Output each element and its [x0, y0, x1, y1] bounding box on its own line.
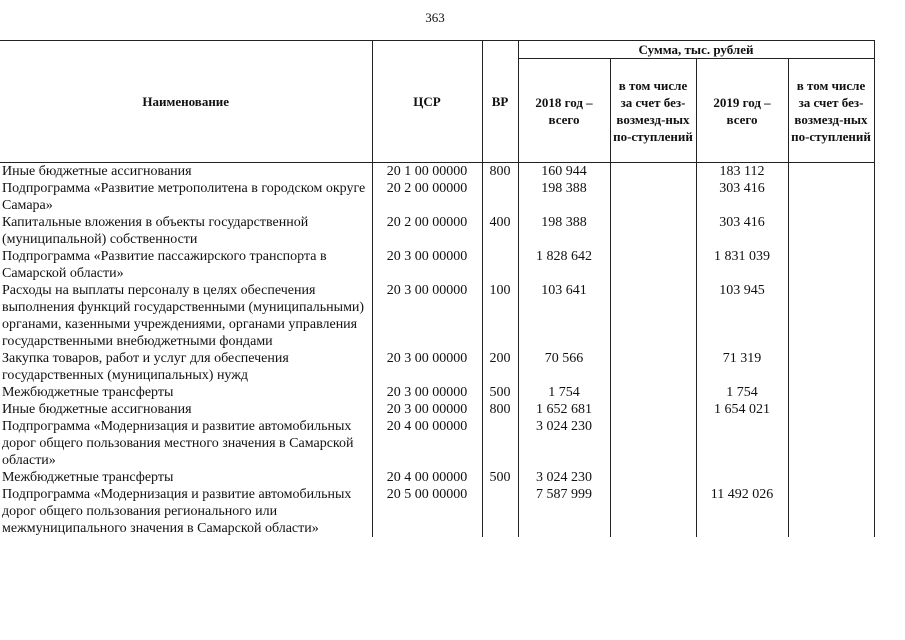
row-name-cell: Подпрограмма «Модернизация и развитие автомобильных дорог общего пользования регионального или межмуниципального значения в Самарской области» — [0, 486, 372, 537]
row-total-2019-cell — [696, 469, 788, 486]
row-vr-cell: 500 — [482, 384, 518, 401]
row-total-2019-cell: 11 492 026 — [696, 486, 788, 537]
table-row — [0, 469, 874, 486]
table-row — [0, 418, 874, 469]
row-free-2019-cell — [788, 384, 874, 401]
table-row — [0, 163, 874, 181]
header-name: Наименование — [0, 41, 372, 163]
row-free-2018-cell — [610, 214, 696, 248]
row-free-2019-cell — [788, 350, 874, 384]
row-free-2018-cell — [610, 180, 696, 214]
table-row — [0, 350, 874, 384]
row-name-cell: Иные бюджетные ассигнования — [0, 401, 372, 418]
row-csr-cell: 20 3 00 00000 — [372, 350, 482, 384]
row-total-2018-cell: 198 388 — [518, 214, 610, 248]
row-name-cell: Подпрограмма «Развитие метрополитена в городском округе Самара» — [0, 180, 372, 214]
row-total-2018-cell: 7 587 999 — [518, 486, 610, 537]
row-csr-cell: 20 2 00 00000 — [372, 214, 482, 248]
row-total-2018-cell: 103 641 — [518, 282, 610, 350]
row-total-2019-cell: 71 319 — [696, 350, 788, 384]
row-csr-cell: 20 4 00 00000 — [372, 418, 482, 469]
row-name-cell: Расходы на выплаты персоналу в целях обеспечения выполнения функций государственными (муниципальными) органами, казенными учреждениями, органами управления государственными внебюджетными фондами — [0, 282, 372, 350]
row-free-2018-cell — [610, 163, 696, 181]
row-name-cell: Межбюджетные трансферты — [0, 469, 372, 486]
row-free-2019-cell — [788, 180, 874, 214]
row-free-2018-cell — [610, 248, 696, 282]
row-vr-cell: 100 — [482, 282, 518, 350]
table-row — [0, 248, 874, 282]
row-free-2018-cell — [610, 282, 696, 350]
table-row — [0, 282, 874, 350]
row-vr-cell: 800 — [482, 401, 518, 418]
row-vr-cell: 500 — [482, 469, 518, 486]
row-csr-cell: 20 4 00 00000 — [372, 469, 482, 486]
row-total-2018-cell: 1 828 642 — [518, 248, 610, 282]
row-total-2018-cell: 3 024 230 — [518, 469, 610, 486]
table-row — [0, 214, 874, 248]
header-total-2019: 2019 год – всего — [696, 59, 788, 163]
row-free-2019-cell — [788, 163, 874, 181]
row-total-2018-cell: 3 024 230 — [518, 418, 610, 469]
row-free-2018-cell — [610, 401, 696, 418]
page-number: 363 — [425, 10, 445, 25]
row-csr-cell: 20 3 00 00000 — [372, 401, 482, 418]
row-free-2019-cell — [788, 418, 874, 469]
row-free-2019-cell — [788, 282, 874, 350]
row-total-2018-cell: 1 652 681 — [518, 401, 610, 418]
row-name-cell: Закупка товаров, работ и услуг для обеспечения государственных (муниципальных) нужд — [0, 350, 372, 384]
row-csr-cell: 20 5 00 00000 — [372, 486, 482, 537]
row-free-2018-cell — [610, 418, 696, 469]
table-body — [0, 163, 874, 538]
table-row — [0, 180, 874, 214]
row-csr-cell: 20 3 00 00000 — [372, 384, 482, 401]
header-free-2018: в том числе за счет без-возмезд-ных по-ступлений — [610, 59, 696, 163]
row-free-2018-cell — [610, 486, 696, 537]
row-name-cell: Подпрограмма «Модернизация и развитие автомобильных дорог общего пользования местного значения в Самарской области» — [0, 418, 372, 469]
row-total-2018-cell: 1 754 — [518, 384, 610, 401]
header-total-2018: 2018 год – всего — [518, 59, 610, 163]
header-free-2019: в том числе за счет без-возмезд-ных по-ступлений — [788, 59, 874, 163]
row-total-2018-cell: 198 388 — [518, 180, 610, 214]
row-vr-cell: 400 — [482, 214, 518, 248]
row-total-2019-cell: 1 754 — [696, 384, 788, 401]
table-row — [0, 401, 874, 418]
row-name-cell: Иные бюджетные ассигнования — [0, 163, 372, 181]
row-free-2018-cell — [610, 469, 696, 486]
row-total-2019-cell: 1 654 021 — [696, 401, 788, 418]
row-csr-cell: 20 1 00 00000 — [372, 163, 482, 181]
row-csr-cell: 20 3 00 00000 — [372, 282, 482, 350]
row-vr-cell: 200 — [482, 350, 518, 384]
row-csr-cell: 20 3 00 00000 — [372, 248, 482, 282]
row-vr-cell — [482, 248, 518, 282]
header-vr: ВР — [482, 41, 518, 163]
row-total-2019-cell: 183 112 — [696, 163, 788, 181]
row-vr-cell — [482, 418, 518, 469]
budget-table — [0, 40, 875, 537]
row-free-2018-cell — [610, 350, 696, 384]
header-sum-group: Сумма, тыс. рублей — [518, 41, 874, 59]
row-csr-cell: 20 2 00 00000 — [372, 180, 482, 214]
row-free-2019-cell — [788, 248, 874, 282]
row-free-2019-cell — [788, 401, 874, 418]
row-free-2019-cell — [788, 469, 874, 486]
row-total-2019-cell: 1 831 039 — [696, 248, 788, 282]
row-total-2019-cell — [696, 418, 788, 469]
row-name-cell: Межбюджетные трансферты — [0, 384, 372, 401]
row-name-cell: Капитальные вложения в объекты государственной (муниципальной) собственности — [0, 214, 372, 248]
row-total-2019-cell: 303 416 — [696, 214, 788, 248]
row-total-2018-cell: 70 566 — [518, 350, 610, 384]
row-vr-cell: 800 — [482, 163, 518, 181]
row-free-2019-cell — [788, 214, 874, 248]
table-header — [0, 41, 874, 163]
row-vr-cell — [482, 486, 518, 537]
row-total-2019-cell: 303 416 — [696, 180, 788, 214]
row-free-2019-cell — [788, 486, 874, 537]
table-row — [0, 486, 874, 537]
header-csr: ЦСР — [372, 41, 482, 163]
row-name-cell: Подпрограмма «Развитие пассажирского транспорта в Самарской области» — [0, 248, 372, 282]
row-total-2018-cell: 160 944 — [518, 163, 610, 181]
table-row — [0, 384, 874, 401]
row-free-2018-cell — [610, 384, 696, 401]
row-total-2019-cell: 103 945 — [696, 282, 788, 350]
row-vr-cell — [482, 180, 518, 214]
